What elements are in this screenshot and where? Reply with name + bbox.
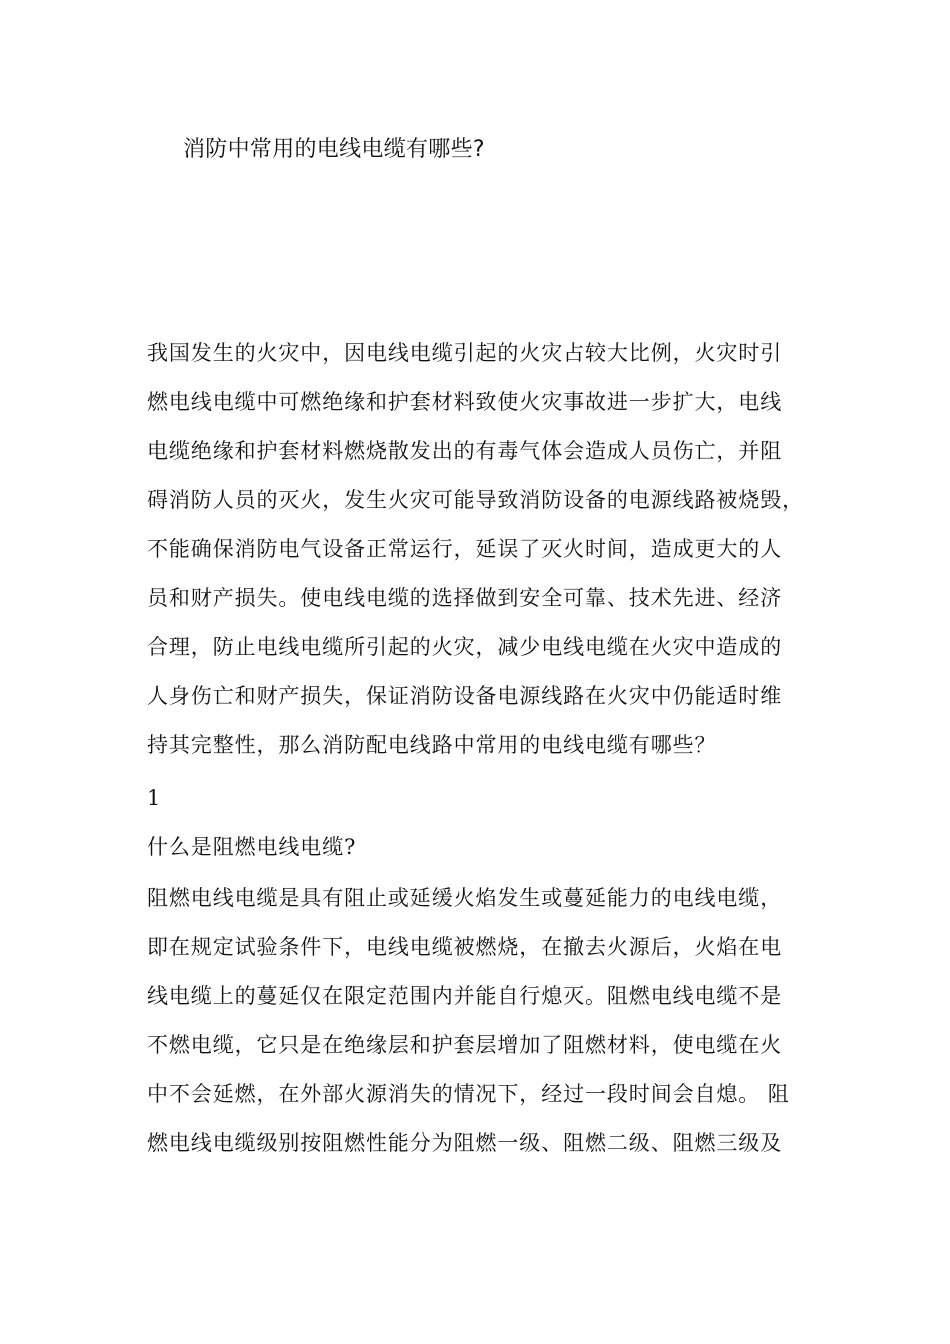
section-line: 阻燃电线电缆是具有阻止或延缓火焰发生或蔓延能力的电线电缆， bbox=[147, 886, 783, 910]
section-line: 燃电线电缆级别按阻燃性能分为阻燃一级、阻燃二级、阻燃三级及 bbox=[147, 1131, 783, 1155]
section-heading: 什么是阻燃电线电缆? bbox=[147, 835, 357, 859]
intro-line: 持其完整性，那么消防配电线路中常用的电线电缆有哪些？ bbox=[147, 733, 717, 757]
section-line: 不燃电缆，它只是在绝缘层和护套层增加了阻燃材料，使电缆在火 bbox=[147, 1033, 783, 1057]
section-line: 即在规定试验条件下，电线电缆被燃烧，在撤去火源后，火焰在电 bbox=[147, 935, 783, 959]
intro-line: 合理，防止电线电缆所引起的火灾，减少电线电缆在火灾中造成的 bbox=[147, 635, 783, 659]
intro-line: 我国发生的火灾中，因电线电缆引起的火灾占较大比例，火灾时引 bbox=[147, 341, 783, 365]
section-line: 线电缆上的蔓延仅在限定范围内并能自行熄灭。阻燃电线电缆不是 bbox=[147, 984, 783, 1008]
intro-line: 人身伤亡和财产损失，保证消防设备电源线路在火灾中仍能适时维 bbox=[147, 684, 783, 708]
document-title: 消防中常用的电线电缆有哪些? bbox=[183, 137, 485, 162]
intro-line: 不能确保消防电气设备正常运行，延误了灭火时间，造成更大的人 bbox=[147, 537, 783, 561]
intro-line: 电缆绝缘和护套材料燃烧散发出的有毒气体会造成人员伤亡，并阻 bbox=[147, 439, 783, 463]
intro-line: 员和财产损失。使电线电缆的选择做到安全可靠、技术先进、经济 bbox=[147, 586, 783, 610]
intro-line: 碍消防人员的灭火，发生火灾可能导致消防设备的电源线路被烧毁， bbox=[147, 488, 804, 512]
intro-line: 燃电线电缆中可燃绝缘和护套材料致使火灾事故进一步扩大，电线 bbox=[147, 390, 783, 414]
section-line: 中不会延燃，在外部火源消失的情况下，经过一段时间会自熄。 阻 bbox=[147, 1082, 790, 1106]
section-number: 1 bbox=[147, 786, 162, 810]
